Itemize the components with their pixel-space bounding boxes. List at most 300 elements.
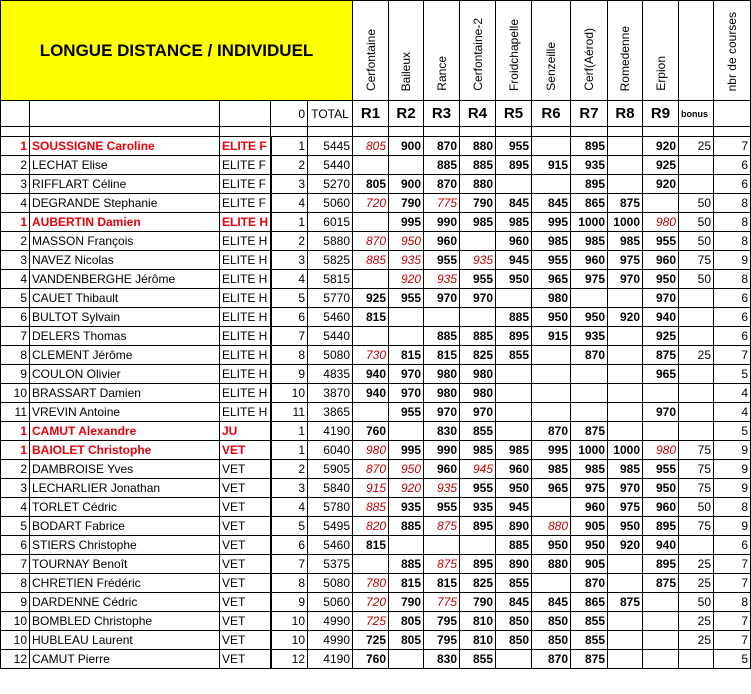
category-cell: VET: [220, 631, 271, 650]
category-cell: VET: [220, 593, 271, 612]
race-score-cell: [532, 498, 571, 517]
race-score-cell: [608, 555, 643, 574]
race-score-cell: 880: [460, 137, 496, 156]
race-score-cell: 950: [496, 270, 532, 289]
race-score-cell: 970: [608, 479, 643, 498]
table-row: [1, 308, 751, 327]
race-score-cell: 920: [389, 270, 424, 289]
position-cell: 5: [271, 289, 308, 308]
bonus-cell: [679, 422, 714, 441]
race-score-cell: 990: [424, 213, 460, 232]
race-score-cell: 975: [571, 270, 608, 289]
race-score-cell: 870: [353, 460, 389, 479]
rank-cell: 1: [1, 441, 30, 460]
race-score-cell: 955: [460, 270, 496, 289]
race-count-cell: 6: [714, 308, 751, 327]
race-score-cell: [571, 365, 608, 384]
race-score-cell: [389, 308, 424, 327]
table-row: [1, 213, 751, 232]
athlete-name: TOURNAY Benoît: [30, 555, 220, 574]
race-score-cell: 975: [608, 251, 643, 270]
table-row: [1, 194, 751, 213]
race-score-cell: [353, 213, 389, 232]
race-score-cell: 900: [389, 137, 424, 156]
round-header: R8: [608, 101, 643, 127]
total-cell: 5880: [308, 232, 353, 251]
bonus-cell: 25: [679, 555, 714, 574]
race-score-cell: 960: [496, 460, 532, 479]
race-score-cell: [643, 650, 679, 669]
race-score-cell: 760: [353, 422, 389, 441]
table-row: [1, 536, 751, 555]
position-cell: 6: [271, 308, 308, 327]
race-score-cell: 875: [424, 555, 460, 574]
bonus-cell: 75: [679, 479, 714, 498]
race-score-cell: [496, 365, 532, 384]
race-score-cell: 775: [424, 194, 460, 213]
position-cell: 3: [271, 251, 308, 270]
table-row: [1, 479, 751, 498]
race-score-cell: 985: [496, 213, 532, 232]
race-score-cell: 980: [643, 441, 679, 460]
race-score-cell: 975: [571, 479, 608, 498]
race-count-cell: 4: [714, 403, 751, 422]
race-score-cell: [424, 536, 460, 555]
race-score-cell: [571, 384, 608, 403]
race-score-cell: 970: [643, 289, 679, 308]
race-score-cell: 950: [389, 460, 424, 479]
race-header: Cerfontaine: [353, 1, 389, 101]
race-score-cell: 1000: [608, 441, 643, 460]
race-score-cell: 950: [389, 232, 424, 251]
bonus-cell: 50: [679, 213, 714, 232]
round-header: R9: [643, 101, 679, 127]
race-score-cell: [608, 346, 643, 365]
athlete-name: COULON Olivier: [30, 365, 220, 384]
race-count-cell: 6: [714, 327, 751, 346]
rank-cell: 12: [1, 650, 30, 669]
race-score-cell: 970: [608, 270, 643, 289]
race-score-cell: [643, 422, 679, 441]
athlete-name: CAUET Thibault: [30, 289, 220, 308]
athlete-name: CHRETIEN Frédéric: [30, 574, 220, 593]
table-row: [1, 137, 751, 156]
race-score-cell: 830: [424, 422, 460, 441]
race-score-cell: [643, 593, 679, 612]
total-cell: 5375: [308, 555, 353, 574]
category-cell: ELITE H: [220, 289, 271, 308]
race-score-cell: 940: [353, 384, 389, 403]
race-score-cell: 775: [424, 593, 460, 612]
race-score-cell: 875: [571, 650, 608, 669]
race-score-cell: 920: [389, 479, 424, 498]
round-header: R5: [496, 101, 532, 127]
table-row: [1, 574, 751, 593]
race-score-cell: 725: [353, 631, 389, 650]
race-score-cell: 790: [389, 593, 424, 612]
race-score-cell: 960: [643, 498, 679, 517]
race-score-cell: 995: [532, 441, 571, 460]
table-row: [1, 631, 751, 650]
race-score-cell: 970: [643, 403, 679, 422]
race-score-cell: [608, 422, 643, 441]
race-count-cell: 7: [714, 574, 751, 593]
race-score-cell: 935: [389, 251, 424, 270]
race-score-cell: 915: [532, 156, 571, 175]
position-cell: 4: [271, 270, 308, 289]
race-score-cell: [496, 422, 532, 441]
race-count-cell: 8: [714, 593, 751, 612]
total-cell: 5270: [308, 175, 353, 194]
race-score-cell: 950: [571, 308, 608, 327]
rank-cell: 5: [1, 517, 30, 536]
category-cell: VET: [220, 479, 271, 498]
position-cell: 8: [271, 346, 308, 365]
category-cell: VET: [220, 460, 271, 479]
race-score-cell: 815: [353, 308, 389, 327]
race-count-cell: 9: [714, 460, 751, 479]
athlete-name: DARDENNE Cédric: [30, 593, 220, 612]
race-score-cell: [496, 650, 532, 669]
race-score-cell: 935: [424, 479, 460, 498]
race-score-cell: 890: [496, 517, 532, 536]
race-score-cell: 950: [496, 479, 532, 498]
race-score-cell: [389, 156, 424, 175]
race-score-cell: 915: [353, 479, 389, 498]
race-score-cell: [643, 631, 679, 650]
bonus-cell: 25: [679, 612, 714, 631]
race-score-cell: 980: [532, 289, 571, 308]
race-score-cell: 960: [643, 251, 679, 270]
race-score-cell: 985: [496, 441, 532, 460]
race-score-cell: 895: [643, 517, 679, 536]
race-score-cell: 940: [643, 536, 679, 555]
rank-cell: 10: [1, 384, 30, 403]
race-score-cell: 940: [643, 308, 679, 327]
race-score-cell: 805: [353, 175, 389, 194]
race-count-cell: 8: [714, 498, 751, 517]
race-score-cell: 955: [460, 479, 496, 498]
race-score-cell: 980: [424, 365, 460, 384]
race-score-cell: 795: [424, 612, 460, 631]
race-count-cell: 6: [714, 156, 751, 175]
race-count-cell: 6: [714, 289, 751, 308]
race-score-cell: 990: [424, 441, 460, 460]
race-score-cell: 950: [532, 536, 571, 555]
race-score-cell: 885: [496, 308, 532, 327]
race-score-cell: [496, 403, 532, 422]
race-count-cell: 8: [714, 194, 751, 213]
race-score-cell: 845: [532, 593, 571, 612]
race-count-cell: 9: [714, 441, 751, 460]
athlete-name: DELERS Thomas: [30, 327, 220, 346]
race-score-cell: 980: [353, 441, 389, 460]
race-score-cell: [496, 289, 532, 308]
race-score-cell: 905: [571, 517, 608, 536]
race-score-cell: 955: [643, 460, 679, 479]
race-header: Erpion: [643, 1, 679, 101]
race-score-cell: [496, 384, 532, 403]
race-score-cell: 845: [532, 194, 571, 213]
position-cell: 11: [271, 403, 308, 422]
rank-cell: 9: [1, 593, 30, 612]
table-row: [1, 403, 751, 422]
race-score-cell: 985: [608, 232, 643, 251]
race-score-cell: 955: [389, 403, 424, 422]
position-cell: 7: [271, 327, 308, 346]
rank-cell: 9: [1, 365, 30, 384]
total-cell: 4190: [308, 650, 353, 669]
spacer-cell: [1, 127, 30, 137]
total-cell: 5905: [308, 460, 353, 479]
total-cell: 5495: [308, 517, 353, 536]
race-score-cell: 815: [389, 346, 424, 365]
category-cell: ELITE H: [220, 251, 271, 270]
bonus-cell: 25: [679, 631, 714, 650]
position-cell: 8: [271, 574, 308, 593]
race-score-cell: [532, 574, 571, 593]
race-score-cell: [608, 384, 643, 403]
athlete-name: VANDENBERGHE Jérôme: [30, 270, 220, 289]
race-score-cell: 960: [496, 232, 532, 251]
athlete-name: BOMBLED Christophe: [30, 612, 220, 631]
athlete-name: TORLET Cédric: [30, 498, 220, 517]
blank-cell: [30, 101, 220, 127]
athlete-name: VREVIN Antoine: [30, 403, 220, 422]
race-score-cell: [608, 650, 643, 669]
spacer-cell: [608, 127, 643, 137]
bonus-header-blank: [679, 1, 714, 101]
total-cell: 5445: [308, 137, 353, 156]
bonus-cell: [679, 384, 714, 403]
bonus-cell: 25: [679, 346, 714, 365]
table-row: [1, 327, 751, 346]
bonus-cell: 50: [679, 232, 714, 251]
position-cell: 10: [271, 384, 308, 403]
race-score-cell: [389, 650, 424, 669]
rank-cell: 6: [1, 308, 30, 327]
race-score-cell: 1000: [608, 213, 643, 232]
total-cell: 3865: [308, 403, 353, 422]
page-title: LONGUE DISTANCE / INDIVIDUEL: [1, 1, 353, 101]
race-score-cell: 905: [571, 555, 608, 574]
race-score-cell: 965: [532, 270, 571, 289]
position-cell: 12: [271, 650, 308, 669]
race-header: Baileux: [389, 1, 424, 101]
race-score-cell: 955: [424, 251, 460, 270]
ranking-body: [1, 137, 751, 669]
race-score-cell: 935: [460, 498, 496, 517]
race-score-cell: 885: [353, 498, 389, 517]
athlete-name: CLEMENT Jérôme: [30, 346, 220, 365]
race-score-cell: 805: [353, 137, 389, 156]
race-header: Cerfontaine-2: [460, 1, 496, 101]
category-cell: VET: [220, 498, 271, 517]
race-score-cell: [643, 194, 679, 213]
bonus-cell: [679, 308, 714, 327]
race-score-cell: [532, 384, 571, 403]
race-score-cell: 790: [460, 593, 496, 612]
round-header: R1: [353, 101, 389, 127]
race-score-cell: 985: [608, 460, 643, 479]
bonus-cell: [679, 156, 714, 175]
athlete-name: DEGRANDE Stephanie: [30, 194, 220, 213]
category-cell: VET: [220, 555, 271, 574]
spacer-cell: [460, 127, 496, 137]
rank-cell: 1: [1, 422, 30, 441]
race-score-cell: 985: [571, 460, 608, 479]
rank-cell: 7: [1, 555, 30, 574]
race-count-cell: 7: [714, 137, 751, 156]
table-row: [1, 384, 751, 403]
category-cell: JU: [220, 422, 271, 441]
race-score-cell: 890: [496, 555, 532, 574]
bonus-header: bonus: [679, 101, 714, 127]
race-score-cell: [608, 403, 643, 422]
bonus-cell: 50: [679, 270, 714, 289]
race-score-cell: 970: [389, 365, 424, 384]
rank-cell: 8: [1, 346, 30, 365]
category-cell: ELITE F: [220, 137, 271, 156]
bonus-cell: 75: [679, 460, 714, 479]
rank-cell: 3: [1, 251, 30, 270]
table-row: [1, 650, 751, 669]
round-header: R4: [460, 101, 496, 127]
race-score-cell: 885: [460, 156, 496, 175]
race-header: Senzeille: [532, 1, 571, 101]
total-cell: 5440: [308, 327, 353, 346]
total-cell: 5815: [308, 270, 353, 289]
race-score-cell: 870: [424, 175, 460, 194]
bonus-cell: [679, 327, 714, 346]
bonus-cell: [679, 175, 714, 194]
position-cell: 7: [271, 555, 308, 574]
table-row: [1, 517, 751, 536]
rank-cell: 10: [1, 612, 30, 631]
race-score-cell: [460, 536, 496, 555]
race-score-cell: 895: [571, 137, 608, 156]
race-count-cell: 6: [714, 536, 751, 555]
race-score-cell: 995: [389, 441, 424, 460]
race-score-cell: 885: [424, 327, 460, 346]
athlete-name: HUBLEAU Laurent: [30, 631, 220, 650]
blank-cell: [714, 101, 751, 127]
race-header: Romedenne: [608, 1, 643, 101]
bonus-cell: 75: [679, 517, 714, 536]
total-cell: 4990: [308, 612, 353, 631]
race-score-cell: 945: [460, 460, 496, 479]
race-score-cell: 950: [643, 479, 679, 498]
athlete-name: LECHAT Elise: [30, 156, 220, 175]
table-row: [1, 460, 751, 479]
race-count-cell: 7: [714, 631, 751, 650]
category-cell: VET: [220, 612, 271, 631]
table-row: [1, 498, 751, 517]
athlete-name: SOUSSIGNE Caroline: [30, 137, 220, 156]
race-score-cell: 925: [353, 289, 389, 308]
total-cell: 4990: [308, 631, 353, 650]
total-cell: 5060: [308, 593, 353, 612]
race-score-cell: 935: [571, 327, 608, 346]
race-score-cell: 855: [496, 346, 532, 365]
race-score-cell: 940: [353, 365, 389, 384]
athlete-name: MASSON François: [30, 232, 220, 251]
total-cell: 5440: [308, 156, 353, 175]
athlete-name: AUBERTIN Damien: [30, 213, 220, 232]
athlete-name: LECHARLIER Jonathan: [30, 479, 220, 498]
race-score-cell: 980: [643, 213, 679, 232]
race-score-cell: 900: [389, 175, 424, 194]
race-score-cell: 790: [389, 194, 424, 213]
race-score-cell: 970: [424, 403, 460, 422]
position-cell: 1: [271, 137, 308, 156]
race-score-cell: 960: [571, 498, 608, 517]
bonus-cell: 50: [679, 194, 714, 213]
race-score-cell: 960: [571, 251, 608, 270]
table-row: [1, 365, 751, 384]
bonus-cell: 75: [679, 251, 714, 270]
rank-cell: 2: [1, 156, 30, 175]
position-cell: 2: [271, 232, 308, 251]
blank-cell: [220, 101, 271, 127]
race-score-cell: 950: [571, 536, 608, 555]
race-score-cell: 925: [643, 327, 679, 346]
race-score-cell: 790: [460, 194, 496, 213]
table-row: [1, 232, 751, 251]
spacer-cell: [424, 127, 460, 137]
position-cell: 1: [271, 213, 308, 232]
category-cell: VET: [220, 441, 271, 460]
nbr-courses-header: nbr de courses: [714, 1, 751, 101]
rank-cell: 4: [1, 194, 30, 213]
race-score-cell: 955: [496, 137, 532, 156]
rank-cell: 11: [1, 403, 30, 422]
race-count-cell: 8: [714, 270, 751, 289]
bonus-cell: [679, 289, 714, 308]
athlete-name: BRASSART Damien: [30, 384, 220, 403]
total-cell: 4835: [308, 365, 353, 384]
race-score-cell: [608, 175, 643, 194]
race-score-cell: 945: [496, 251, 532, 270]
race-score-cell: 920: [608, 308, 643, 327]
race-score-cell: [389, 422, 424, 441]
race-score-cell: 850: [496, 631, 532, 650]
position-cell: 10: [271, 612, 308, 631]
race-count-cell: 8: [714, 213, 751, 232]
table-row: [1, 270, 751, 289]
position-cell: 3: [271, 175, 308, 194]
race-score-cell: 985: [571, 232, 608, 251]
table-row: [1, 593, 751, 612]
race-score-cell: [571, 403, 608, 422]
race-score-cell: 935: [424, 270, 460, 289]
bonus-cell: 50: [679, 593, 714, 612]
race-score-cell: 885: [389, 517, 424, 536]
athlete-name: DAMBROISE Yves: [30, 460, 220, 479]
bonus-cell: 25: [679, 574, 714, 593]
spacer-cell: [496, 127, 532, 137]
category-cell: VET: [220, 574, 271, 593]
race-score-cell: [496, 175, 532, 194]
race-score-cell: 950: [532, 308, 571, 327]
race-score-cell: 985: [460, 441, 496, 460]
total-cell: 5080: [308, 574, 353, 593]
race-score-cell: 945: [496, 498, 532, 517]
race-score-cell: [460, 308, 496, 327]
position-cell: 1: [271, 441, 308, 460]
race-score-cell: 875: [643, 574, 679, 593]
table-row: [1, 251, 751, 270]
